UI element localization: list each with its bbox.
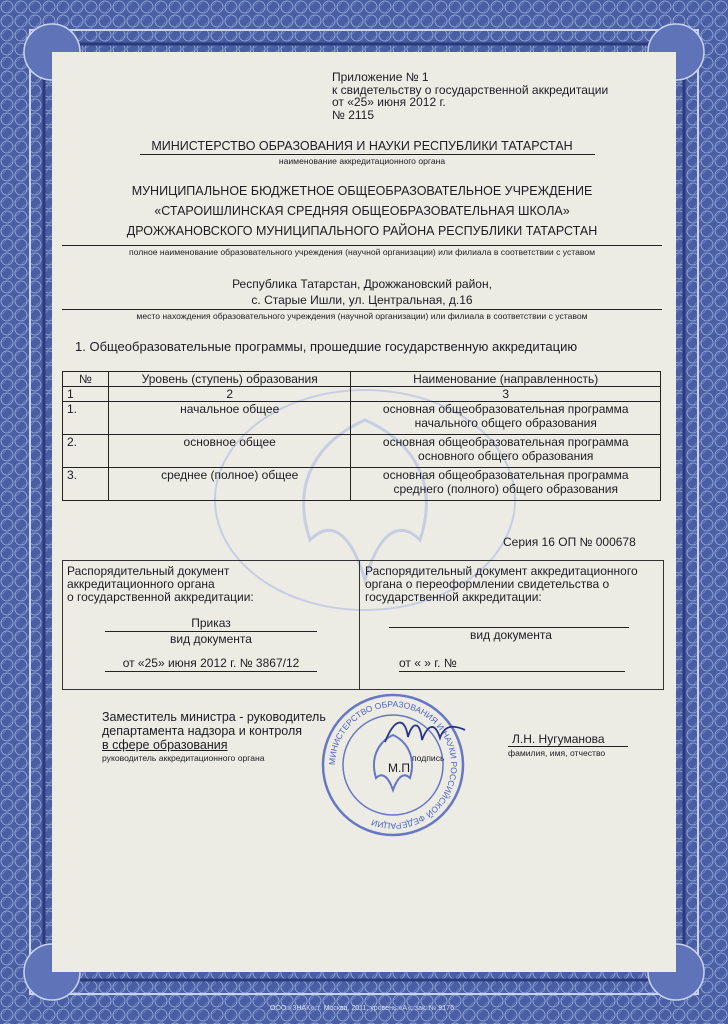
right-date-underline bbox=[399, 671, 625, 672]
header-level: Уровень (ступень) образования bbox=[108, 372, 351, 387]
row-program bbox=[351, 402, 661, 435]
right-doc-date: от « » г. № bbox=[399, 656, 457, 670]
row-num: 3. bbox=[63, 468, 109, 501]
accreditation-right bbox=[359, 561, 663, 689]
signer-title-1: Заместитель министра - руководитель bbox=[102, 710, 326, 724]
printer-footer: ООО «ЗНАК», г. Москва, 2011, уровень «А», зак. № 9176 bbox=[270, 1005, 454, 1012]
table-header-row bbox=[63, 372, 661, 387]
row-level: начальное общее bbox=[108, 402, 351, 435]
left-title-3: о государственной аккредитации: bbox=[67, 590, 254, 604]
index-col-1: 1 bbox=[63, 387, 109, 402]
row-level: среднее (полное) общее bbox=[108, 468, 351, 501]
signer-name: Л.Н. Нугуманова bbox=[512, 732, 605, 746]
handwritten-signature bbox=[380, 712, 470, 752]
institution-caption: полное наименование образовательного учреждения (научной организации) или филиала в соответствии с уставом bbox=[128, 247, 596, 257]
institution-line-1: МУНИЦИПАЛЬНОЕ БЮДЖЕТНОЕ ОБЩЕОБРАЗОВАТЕЛЬНОЕ УЧРЕЖДЕНИЕ bbox=[131, 184, 593, 198]
ministry-caption: наименование аккредитационного органа bbox=[278, 156, 446, 166]
accreditation-left bbox=[63, 561, 360, 689]
accreditation-box bbox=[62, 560, 664, 690]
right-title-1: Распорядительный документ аккредитационного bbox=[365, 564, 638, 578]
table-row bbox=[63, 435, 661, 468]
left-title-1: Распорядительный документ bbox=[67, 564, 230, 578]
institution-line-3: ДРОЖЖАНОВСКОГО МУНИЦИПАЛЬНОГО РАЙОНА РЕСПУБЛИКИ ТАТАРСТАН bbox=[126, 224, 598, 238]
address-line-2: с. Старые Ишли, ул. Центральная, д.16 bbox=[251, 293, 473, 307]
program-line-1: основная общеобразовательная программа bbox=[382, 435, 629, 449]
signer-name-underline bbox=[508, 746, 628, 747]
right-title-2: органа о переоформлении свидетельства о bbox=[365, 577, 610, 591]
appendix-line-4: № 2115 bbox=[332, 108, 375, 122]
programs-table bbox=[62, 371, 661, 501]
index-col-2: 2 bbox=[108, 387, 351, 402]
signer-caption: руководитель аккредитационного органа bbox=[102, 753, 265, 763]
address-line-1: Республика Татарстан, Дрожжановский район, bbox=[232, 277, 492, 291]
left-doc-caption: вид документа bbox=[170, 632, 252, 646]
left-date-underline bbox=[105, 671, 317, 672]
program-line-2: начального общего образования bbox=[414, 416, 597, 430]
right-title-3: государственной аккредитации: bbox=[365, 590, 542, 604]
address-underline bbox=[62, 309, 662, 310]
left-doc-date: от «25» июня 2012 г. № 3867/12 bbox=[122, 656, 300, 670]
left-title-2: аккредитационного органа bbox=[67, 577, 215, 591]
address-caption: место нахождения образовательного учреждения (научной организации) или филиала в соответствии с уставом bbox=[136, 311, 588, 321]
row-num: 1. bbox=[63, 402, 109, 435]
program-line-1: основная общеобразовательная программа bbox=[382, 402, 629, 416]
row-program bbox=[351, 435, 661, 468]
table-index-row bbox=[63, 387, 661, 402]
program-line-1: основная общеобразовательная программа bbox=[382, 468, 629, 482]
header-name: Наименование (направленность) bbox=[351, 372, 661, 387]
program-line-2: основного общего образования bbox=[418, 449, 594, 463]
row-program bbox=[351, 468, 661, 501]
program-line-2: среднего (полного) общего образования bbox=[393, 482, 618, 496]
ministry-name: МИНИСТЕРСТВО ОБРАЗОВАНИЯ И НАУКИ РЕСПУБЛИКИ ТАТАРСТАН bbox=[151, 139, 573, 153]
seal-ring-text: МИНИСТЕРСТВО ОБРАЗОВАНИЯ И НАУКИ РОССИЙСКОЙ ФЕДЕРАЦИИ bbox=[326, 698, 460, 832]
row-num: 2. bbox=[63, 435, 109, 468]
appendix-line-2: к свидетельству о государственной аккредитации bbox=[332, 83, 609, 97]
signer-name-caption: фамилия, имя, отчество bbox=[508, 748, 606, 758]
header-num: № bbox=[63, 372, 109, 387]
row-level: основное общее bbox=[108, 435, 351, 468]
appendix-line-3: от «25» июня 2012 г. bbox=[332, 95, 446, 109]
section-title: 1. Общеобразовательные программы, прошедшие государственную аккредитацию bbox=[75, 339, 578, 354]
table-row bbox=[63, 402, 661, 435]
right-doc-caption: вид документа bbox=[470, 628, 552, 642]
signature-caption: подпись bbox=[412, 753, 445, 763]
ministry-underline bbox=[140, 154, 595, 155]
table-row bbox=[63, 468, 661, 501]
series-number: Серия 16 ОП № 000678 bbox=[503, 535, 636, 549]
stamp-place-label: М.П. bbox=[388, 761, 414, 775]
left-doc-type: Приказ bbox=[191, 616, 231, 630]
signer-title-3: в сфере образования bbox=[102, 738, 228, 752]
signer-title-2: департамента надзора и контроля bbox=[102, 724, 303, 738]
appendix-line-1: Приложение № 1 bbox=[332, 70, 429, 84]
index-col-3: 3 bbox=[351, 387, 661, 402]
institution-underline bbox=[62, 245, 662, 246]
institution-line-2: «СТАРОИШЛИНСКАЯ СРЕДНЯЯ ОБЩЕОБРАЗОВАТЕЛЬНАЯ ШКОЛА» bbox=[154, 204, 570, 218]
